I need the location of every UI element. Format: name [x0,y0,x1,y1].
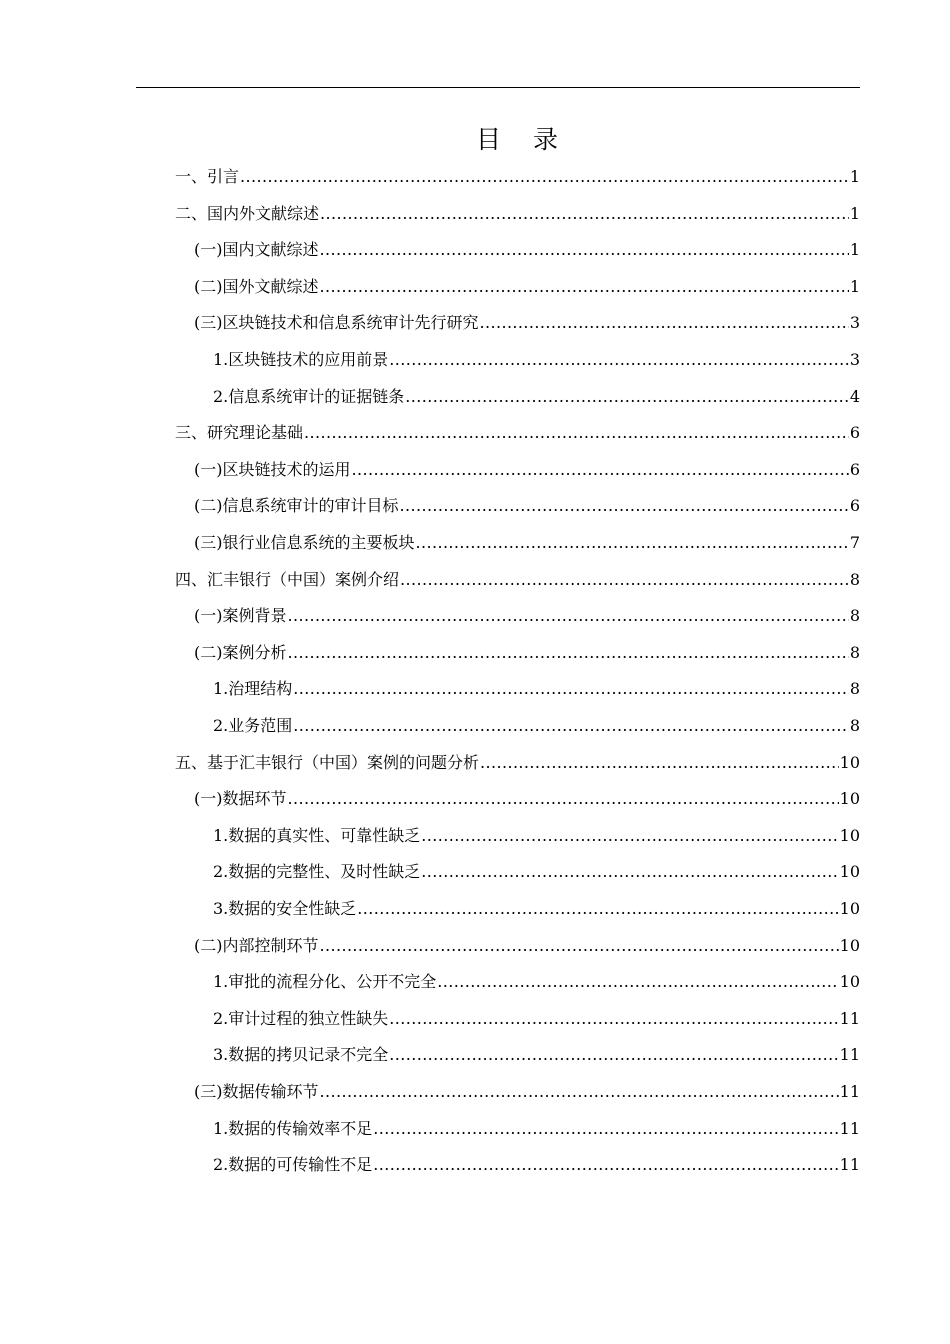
toc-entry[interactable] [194,786,860,820]
toc-dot-leader [389,1045,838,1064]
toc-entry-number: 二、 [175,203,208,223]
toc-entry-title: 案例分析 [222,642,287,662]
toc-entry-number: (三) [194,313,223,333]
toc-entry-number: (三) [194,533,223,552]
toc-entry-number: 2. [213,1155,229,1175]
toc-dot-leader [416,533,849,552]
toc-entry-page: 11 [839,1045,860,1065]
toc-entry-number: (二) [194,642,223,662]
toc-entry-number: 1. [213,679,229,699]
toc-entry-title: 区块链技术和信息系统审计先行研究 [222,313,479,333]
toc-entry-number: (三) [194,1082,223,1101]
toc-entry-title: 研究理论基础 [207,423,304,443]
toc-entry-title: 银行业信息系统的主要板块 [222,533,415,552]
toc-entry-number: 1. [213,972,229,992]
toc-entry-page: 11 [839,1082,860,1101]
toc-entry-title: 审批的流程分化、公开不完全 [228,972,437,992]
toc-dot-leader [320,1082,839,1101]
toc-entry-title: 国内文献综述 [222,240,319,260]
toc-entry-page: 10 [839,899,860,918]
toc-entry-page: 10 [839,862,860,882]
toc-entry-title: 区块链技术的应用前景 [228,350,389,369]
toc-entry[interactable] [213,1042,860,1076]
toc-entry-page: 8 [849,716,860,735]
toc-entry-page: 1 [849,203,860,223]
toc-entry[interactable] [213,1006,860,1040]
toc-entry[interactable] [213,823,860,857]
toc-entry[interactable] [213,347,860,381]
toc-dot-leader [320,936,839,955]
toc-dot-leader [293,716,849,735]
title-part-1: 目 [475,125,503,154]
toc-dot-leader [288,606,849,625]
toc-dot-leader [357,899,838,918]
toc-dot-leader [320,204,849,223]
title-part-2: 录 [533,125,561,154]
toc-entry-page: 10 [839,972,860,992]
toc-entry-number: 四、 [175,569,208,589]
toc-entry[interactable] [213,1152,860,1186]
toc-entry[interactable] [194,640,860,674]
toc-entry-page: 8 [849,606,860,626]
toc-entry[interactable] [194,1079,860,1113]
toc-entry-title: 审计过程的独立性缺失 [228,1008,389,1028]
toc-dot-leader [421,862,838,881]
toc-dot-leader [400,496,849,515]
toc-dot-leader [373,1155,838,1174]
toc-entry-page: 6 [849,423,860,443]
toc-entry-title: 区块链技术的运用 [222,459,351,479]
toc-entry-number: 一、 [175,167,208,186]
toc-entry-title: 治理结构 [228,679,293,699]
toc-entry-page: 6 [849,496,860,516]
toc-entry-title: 信息系统审计的证据链条 [228,386,405,406]
toc-entry-page: 6 [849,459,860,479]
toc-entry-number: 3. [213,1045,229,1065]
toc-entry[interactable] [213,896,860,930]
toc-entry-title: 引言 [207,167,240,186]
toc-entry[interactable] [194,530,860,564]
toc-entry-number: 五、 [175,752,208,772]
toc-entry-number: (一) [194,459,223,479]
toc-dot-leader [480,313,849,332]
toc-entry-number: 2. [213,716,229,735]
toc-dot-leader [373,1119,838,1138]
toc-dot-leader [389,350,849,369]
toc-entry-page: 10 [839,752,860,772]
header-rule [136,87,860,88]
toc-entry[interactable] [194,933,860,967]
toc-entry-page: 1 [849,276,860,296]
toc-dot-leader [304,423,849,442]
toc-entry-number: (一) [194,606,223,626]
toc-entry[interactable] [175,201,860,235]
toc-entry-page: 10 [839,935,860,955]
toc-entry[interactable] [194,310,860,344]
toc-entry[interactable] [175,164,860,198]
toc-dot-leader [421,826,838,845]
toc-entry-page: 1 [849,240,860,260]
toc-dot-leader [352,460,849,479]
toc-entry-page: 11 [839,1118,860,1138]
toc-dot-leader [400,570,849,589]
toc-entry-page: 11 [839,1155,860,1175]
toc-entry-title: 数据的可传输性不足 [228,1155,373,1175]
toc-entry-page: 10 [839,825,860,845]
toc-entry-title: 汇丰银行（中国）案例介绍 [207,569,400,589]
toc-entry-title: 数据的完整性、及时性缺乏 [228,862,421,882]
toc-entry-title: 数据的传输效率不足 [228,1118,373,1138]
toc-entry-page: 4 [849,386,860,406]
toc-entry-page: 8 [849,679,860,699]
toc-entry[interactable] [213,1116,860,1150]
toc-entry-number: 2. [213,1008,229,1028]
toc-entry[interactable] [194,493,860,527]
toc-entry[interactable] [175,420,860,454]
toc-dot-leader [320,240,849,259]
toc-entry-number: (二) [194,935,223,955]
toc-entry-number: 3. [213,899,229,918]
toc-entry[interactable] [194,274,860,308]
toc-entry-title: 信息系统审计的审计目标 [222,496,399,516]
toc-entry[interactable] [213,859,860,893]
toc-entry[interactable] [213,969,860,1003]
toc-entry-title: 数据传输环节 [222,1082,319,1101]
toc-entry-title: 数据的真实性、可靠性缺乏 [228,825,421,845]
toc-dot-leader [320,277,849,296]
toc-entry-page: 1 [849,167,860,186]
toc-entry[interactable] [194,457,860,491]
toc-dot-leader [480,753,839,772]
toc-dot-leader [405,387,849,406]
toc-entry-title: 数据环节 [222,789,287,809]
toc-entry-page: 8 [849,642,860,662]
toc-entry-number: (二) [194,276,223,296]
toc-entry-page: 3 [849,350,860,369]
toc-entry-number: 2. [213,386,229,406]
toc-entry[interactable] [213,713,860,747]
toc-entry-number: 1. [213,1118,229,1138]
toc-entry-title: 案例背景 [222,606,287,626]
toc-dot-leader [389,1009,838,1028]
toc-entry-number: 1. [213,825,229,845]
toc-entry-title: 业务范围 [228,716,293,735]
toc-entry[interactable] [213,384,860,418]
toc-entry-page: 3 [849,313,860,333]
toc-dot-leader [293,679,849,698]
toc-entry-number: (一) [194,240,223,260]
page-title [0,120,950,156]
toc-entry[interactable] [175,567,860,601]
toc-entry-page: 10 [839,789,860,809]
toc-entry-number: 2. [213,862,229,882]
toc-dot-leader [288,643,849,662]
toc-entry[interactable] [175,750,860,784]
toc-entry-page: 11 [839,1008,860,1028]
toc-entry-number: 三、 [175,423,208,443]
toc-entry-title: 数据的安全性缺乏 [228,899,357,918]
toc-dot-leader [437,972,838,991]
toc-entry-title: 国外文献综述 [222,276,319,296]
toc-entry-title: 基于汇丰银行（中国）案例的问题分析 [207,752,480,772]
toc-entry-number: (一) [194,789,223,809]
toc-entry-number: 1. [213,350,229,369]
toc-entry[interactable] [194,237,860,271]
toc-entry-page: 8 [849,569,860,589]
toc-entry[interactable] [194,603,860,637]
toc-entry-title: 内部控制环节 [222,935,319,955]
toc-dot-leader [240,167,849,186]
toc-entry-page: 7 [849,533,860,552]
toc-entry-number: (二) [194,496,223,516]
toc-entry-title: 数据的拷贝记录不完全 [228,1045,389,1065]
toc-dot-leader [288,789,839,808]
toc-entry[interactable] [213,676,860,710]
toc-entry-title: 国内外文献综述 [207,203,320,223]
